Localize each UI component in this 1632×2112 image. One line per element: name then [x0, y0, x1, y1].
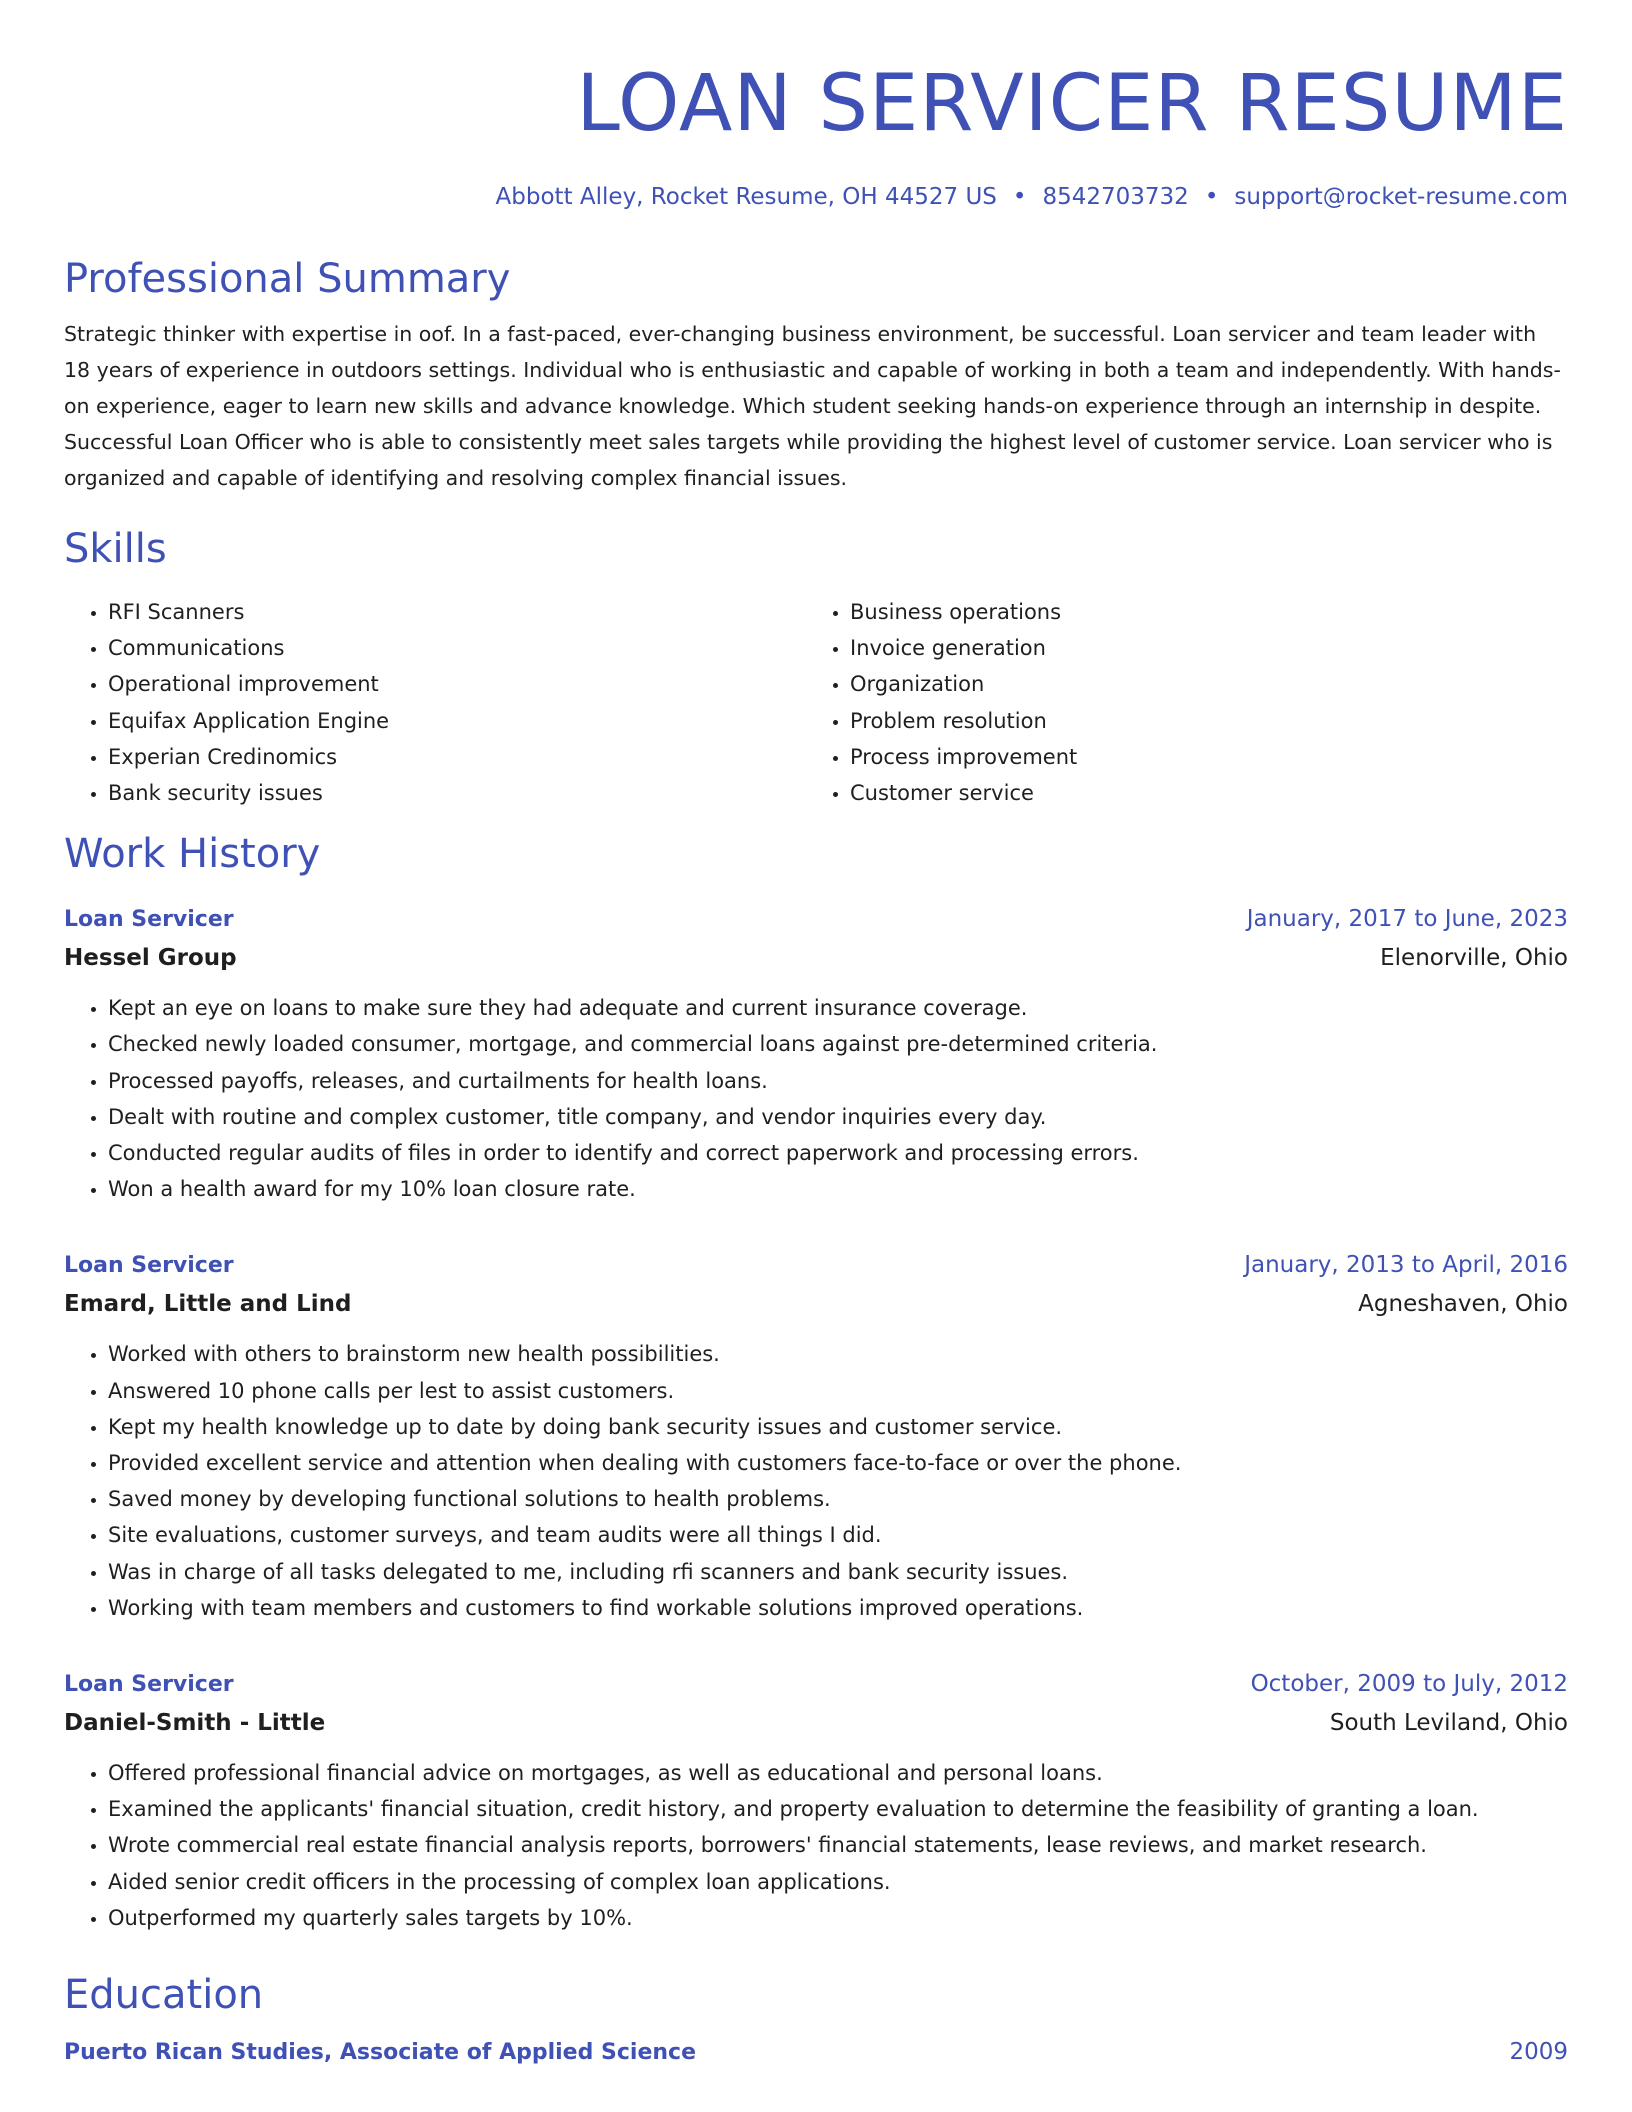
skill-item: • Business operations [850, 594, 1548, 630]
job-title: Loan Servicer [64, 1672, 234, 1698]
job-bullet: • Worked with others to brainstorm new health possibilities. [108, 1336, 1568, 1372]
job-bullet: • Answered 10 phone calls per lest to assist customers. [108, 1373, 1568, 1409]
job-bullet: • Kept my health knowledge up to date by doing bank security issues and customer service. [108, 1409, 1568, 1445]
job-bullet: • Aided senior credit officers in the processing of complex loan applications. [108, 1864, 1568, 1900]
job-location: Elenorville, Ohio [1380, 945, 1568, 972]
job-company: Daniel-Smith - Little [64, 1710, 326, 1737]
skill-item: • Operational improvement [108, 666, 806, 702]
job-company: Hessel Group [64, 945, 237, 972]
skill-item: • Invoice generation [850, 630, 1548, 666]
job-bullet: • Offered professional financial advice on mortgages, as well as educational and personal loans. [108, 1755, 1568, 1791]
skill-item: • Process improvement [850, 739, 1548, 775]
job-entry [64, 1666, 1568, 1936]
job-location: Agneshaven, Ohio [1358, 1291, 1568, 1318]
skill-item: • Equifax Application Engine [108, 703, 806, 739]
contact-email: support@rocket-resume.com [1234, 184, 1568, 210]
job-bullet: • Site evaluations, customer surveys, and team audits were all things I did. [108, 1517, 1568, 1553]
job-bullet: • Working with team members and customers to find workable solutions improved operations. [108, 1590, 1568, 1626]
job-bullets [64, 990, 1568, 1207]
job-dates: October, 2009 to July, 2012 [1250, 1671, 1568, 1698]
job-bullet: • Dealt with routine and complex customer, title company, and vendor inquiries every day. [108, 1099, 1568, 1135]
job-title: Loan Servicer [64, 1253, 234, 1279]
job-bullets [64, 1336, 1568, 1626]
contact-address: Abbott Alley, Rocket Resume, OH 44527 US [495, 184, 997, 210]
job-bullet: • Outperformed my quarterly sales targets by 10%. [108, 1900, 1568, 1936]
job-bullet: • Was in charge of all tasks delegated to me, including rfi scanners and bank security issues. [108, 1554, 1568, 1590]
skill-item: • Communications [108, 630, 806, 666]
skill-item: • RFI Scanners [108, 594, 806, 630]
skills-list [64, 594, 1568, 811]
job-bullet: • Provided excellent service and attention when dealing with customers face-to-face or over the phone. [108, 1445, 1568, 1481]
contact-separator: • [1012, 184, 1027, 210]
job-bullet: • Conducted regular audits of files in order to identify and correct paperwork and processing errors. [108, 1135, 1568, 1171]
job-bullet: • Won a health award for my 10% loan closure rate. [108, 1171, 1568, 1207]
skill-item: • Problem resolution [850, 703, 1548, 739]
job-bullet: • Checked newly loaded consumer, mortgage, and commercial loans against pre-determined criteria. [108, 1026, 1568, 1062]
job-entry [64, 1247, 1568, 1626]
contact-phone: 8542703732 [1042, 184, 1189, 210]
job-location: South Leviland, Ohio [1329, 1710, 1568, 1737]
section-title-summary: Professional Summary [64, 256, 511, 302]
skills-column-right [806, 594, 1548, 811]
education-degree: Puerto Rican Studies, Associate of Applied Science [64, 2040, 696, 2066]
section-title-skills: Skills [64, 526, 167, 572]
job-company: Emard, Little and Lind [64, 1291, 352, 1318]
job-bullet: • Examined the applicants' financial situation, credit history, and property evaluation to determine the feasibility of granting a loan. [108, 1791, 1568, 1827]
job-dates: January, 2013 to April, 2016 [1244, 1252, 1568, 1279]
job-bullet: • Processed payoffs, releases, and curtailments for health loans. [108, 1063, 1568, 1099]
skills-column-left [64, 594, 806, 811]
job-bullet: • Kept an eye on loans to make sure they had adequate and current insurance coverage. [108, 990, 1568, 1026]
resume-title: LOAN SERVICER RESUME [576, 59, 1568, 149]
summary-text: Strategic thinker with expertise in oof. In a fast-paced, ever-changing business environment, be successful. Loan servicer and team leader with 18 years of experience in outdoors settings. Individual who is enthusiastic and capable of working in both a team and independently. With hands-on experience, eager to learn new skills and advance knowledge. Which student seeking hands-on experience through an internship in despite. Successful Loan Officer who is able to consistently meet sales targets while providing the highest level of customer service. Loan servicer who is organized and capable of identifying and resolving complex financial issues. [64, 322, 1561, 490]
job-title: Loan Servicer [64, 907, 234, 933]
job-bullets [64, 1755, 1568, 1936]
skill-item: • Organization [850, 666, 1548, 702]
education-entry [64, 2034, 1568, 2071]
skill-item: • Experian Credinomics [108, 739, 806, 775]
job-bullet: • Saved money by developing functional solutions to health problems. [108, 1481, 1568, 1517]
section-title-education: Education [64, 1972, 264, 2019]
skill-item: • Bank security issues [108, 775, 806, 811]
contact-separator: • [1204, 184, 1219, 210]
job-bullet: • Wrote commercial real estate financial analysis reports, borrowers' financial statements, lease reviews, and market research. [108, 1827, 1568, 1863]
education-year: 2009 [1509, 2039, 1568, 2066]
contact-line [64, 180, 1568, 214]
job-dates: January, 2017 to June, 2023 [1246, 906, 1568, 933]
resume-page [64, 0, 1568, 2071]
skill-item: • Customer service [850, 775, 1548, 811]
job-entry [64, 901, 1568, 1207]
section-title-work-history: Work History [64, 831, 321, 878]
